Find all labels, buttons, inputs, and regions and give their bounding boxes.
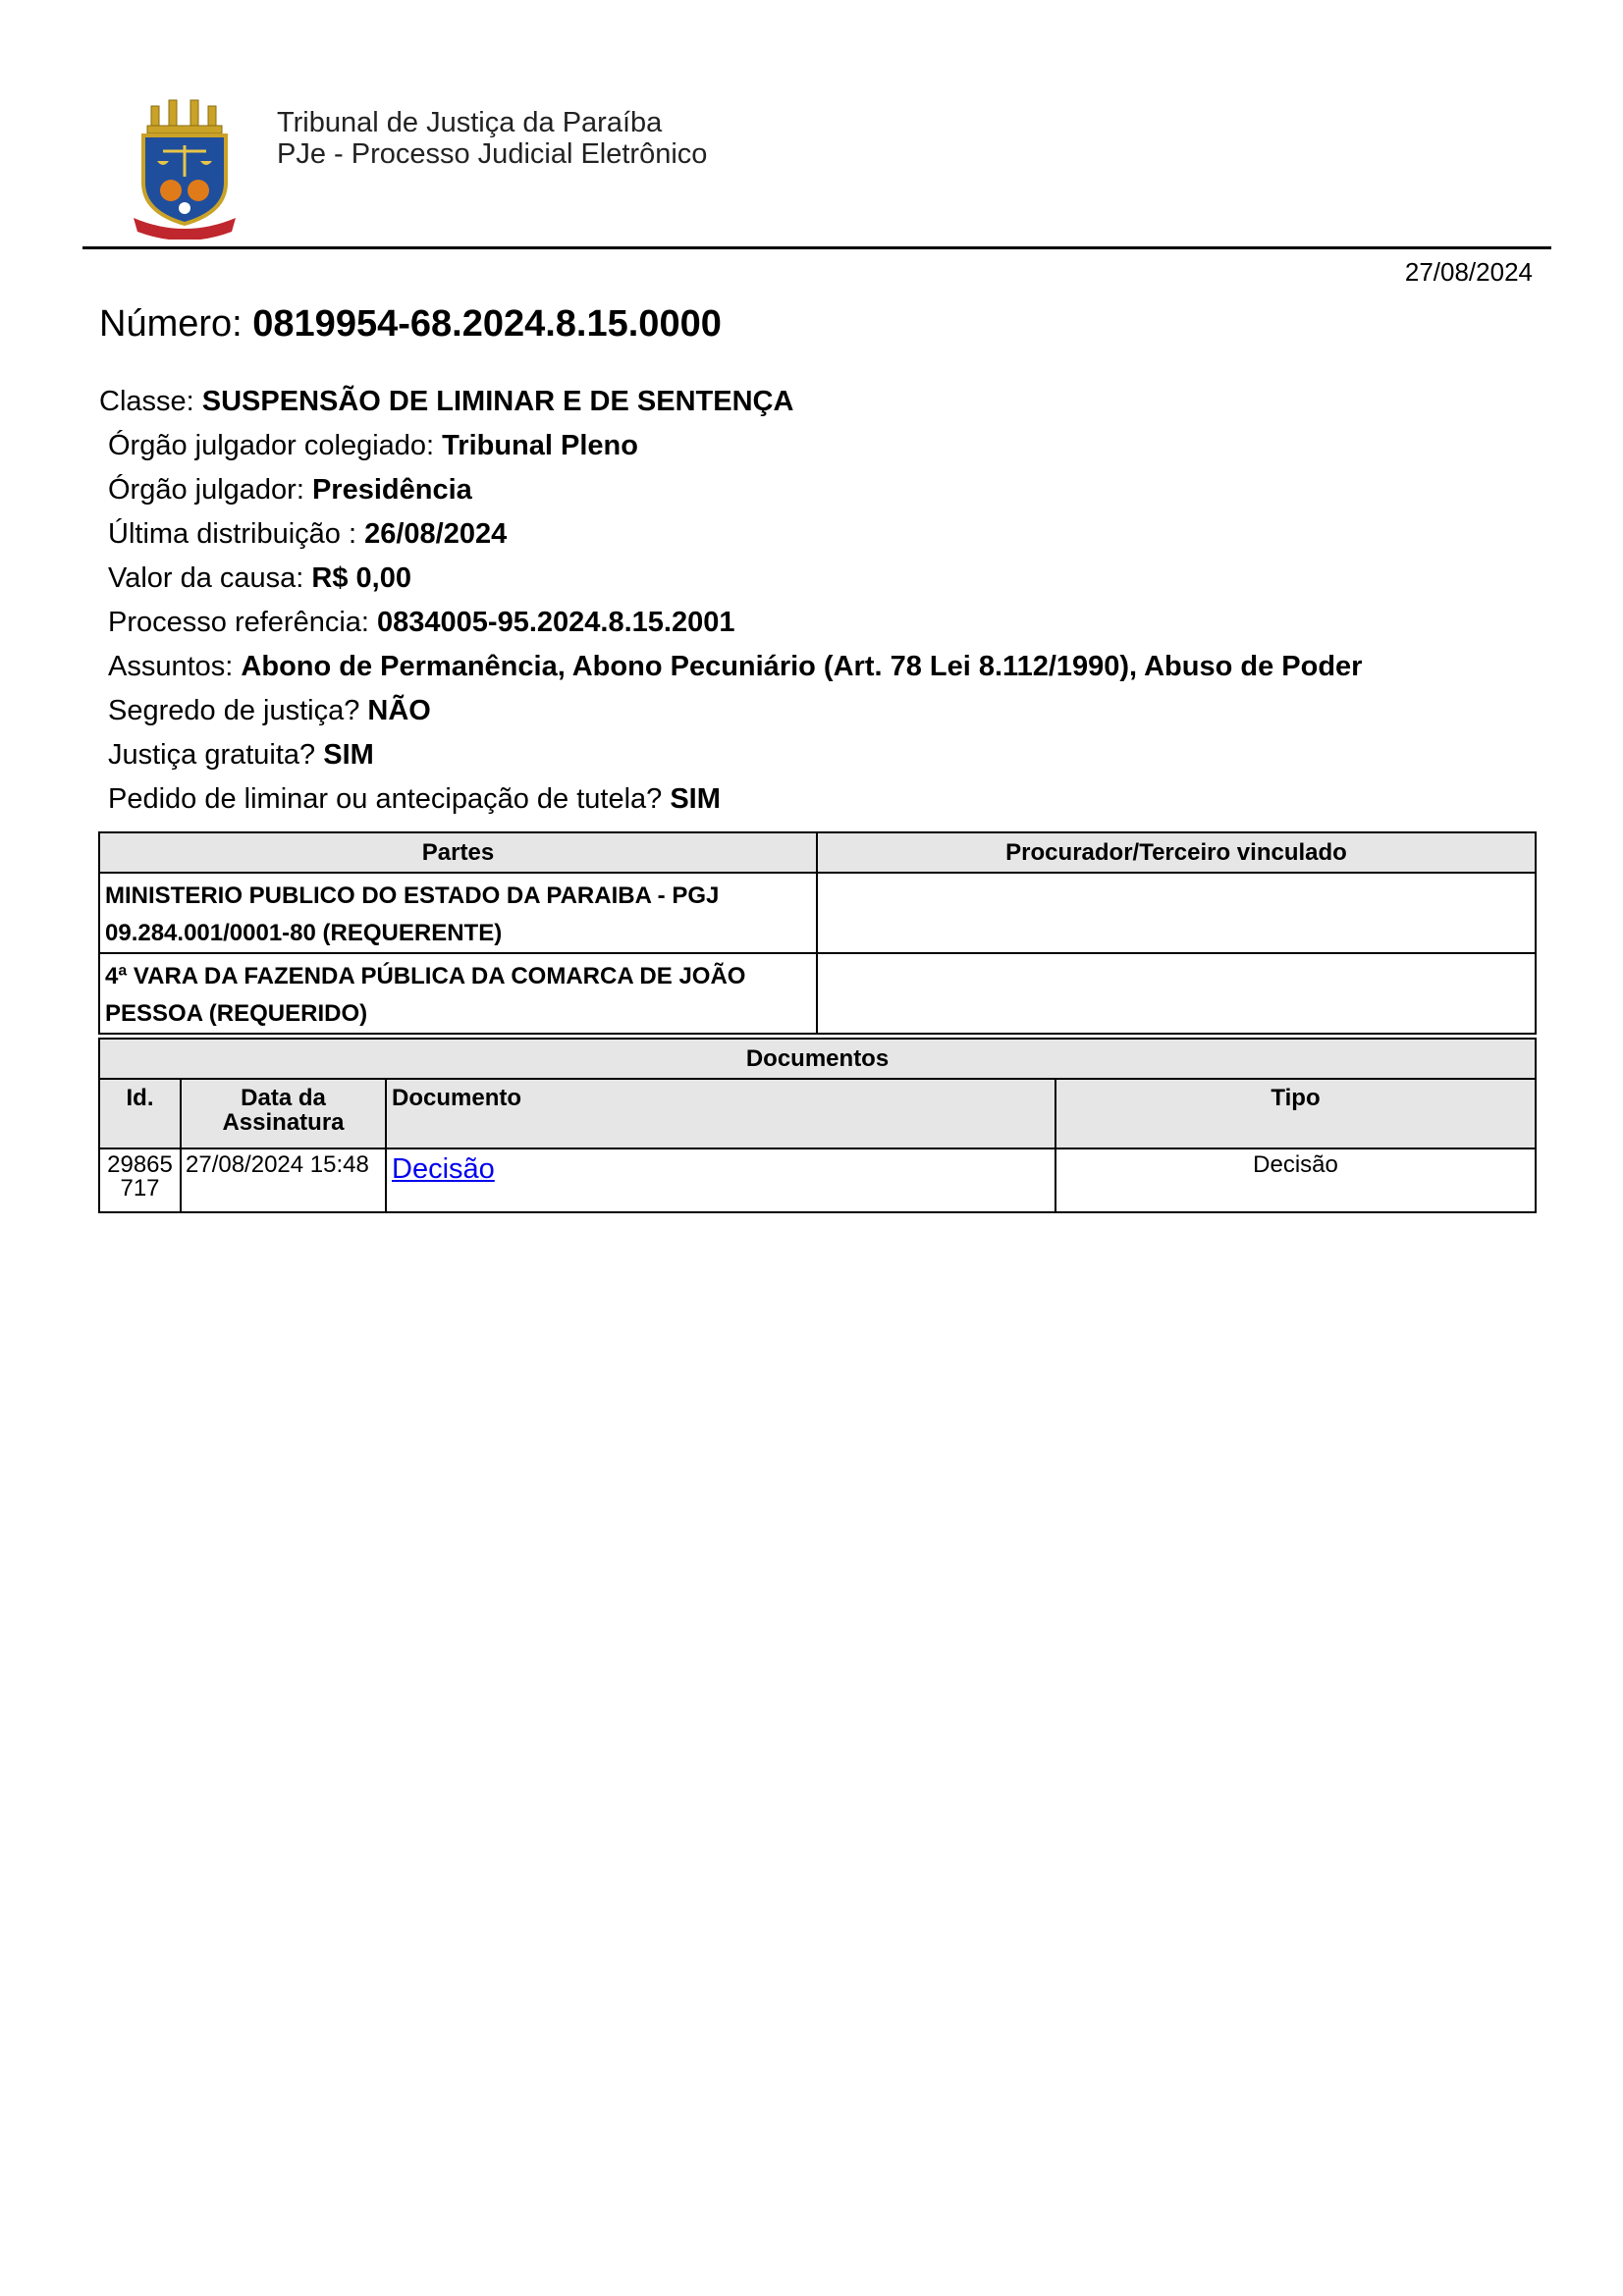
field-value: Tribunal Pleno: [442, 430, 638, 461]
field-justica-gratuita: [108, 738, 374, 772]
header-id: Id.: [99, 1079, 181, 1148]
field-orgao-colegiado: [108, 429, 638, 462]
field-label: Valor da causa:: [108, 562, 312, 594]
table-row: [99, 1148, 1536, 1212]
party-detail: PESSOA (REQUERIDO): [105, 1000, 368, 1027]
process-number: [99, 302, 722, 346]
field-ultima-distribuicao: [108, 517, 507, 551]
header-date-line1: Data da: [241, 1085, 326, 1111]
field-orgao-julgador: [108, 473, 472, 507]
process-number-value: 0819954-68.2024.8.15.0000: [252, 303, 722, 345]
header-data-assinatura: [181, 1079, 386, 1148]
doc-date-cell: 27/08/2024 15:48: [181, 1148, 386, 1212]
field-segredo-justica: [108, 694, 431, 727]
field-value: SIM: [323, 739, 374, 771]
field-label: Assuntos:: [108, 651, 242, 682]
field-value: R$ 0,00: [311, 562, 411, 594]
process-number-label: Número:: [99, 303, 243, 345]
table-row: [99, 953, 1536, 1034]
documents-title: Documentos: [99, 1039, 1536, 1079]
field-classe: [99, 385, 793, 418]
table-row: [99, 873, 1536, 953]
court-coat-of-arms-icon: [130, 96, 240, 240]
field-value: SIM: [670, 783, 721, 815]
field-pedido-liminar: [108, 782, 721, 816]
header-divider: [82, 246, 1551, 249]
field-value: Abono de Permanência, Abono Pecuniário (Art. 78 Lei 8.112/1990), Abuso de Poder: [241, 651, 1363, 682]
parties-header-procurador: Procurador/Terceiro vinculado: [817, 832, 1536, 873]
field-value: Presidência: [311, 474, 472, 506]
procurador-cell: [817, 953, 1536, 1034]
field-label: Última distribuição :: [108, 518, 365, 550]
header-documento: Documento: [386, 1079, 1055, 1148]
field-assuntos: [108, 650, 1362, 683]
field-value: 0834005-95.2024.8.15.2001: [377, 607, 735, 638]
field-label: Justiça gratuita?: [108, 739, 324, 771]
documents-table: [98, 1038, 1537, 1213]
doc-type-cell: Decisão: [1055, 1148, 1536, 1212]
party-cell: [99, 873, 817, 953]
system-name: PJe - Processo Judicial Eletrônico: [277, 138, 708, 170]
header-tipo: Tipo: [1055, 1079, 1536, 1148]
document-link[interactable]: Decisão: [392, 1153, 495, 1185]
field-label: Segredo de justiça?: [108, 695, 368, 726]
documents-title-row: [99, 1039, 1536, 1079]
field-label: Órgão julgador colegiado:: [108, 430, 443, 461]
field-value: SUSPENSÃO DE LIMINAR E DE SENTENÇA: [201, 386, 794, 417]
court-name: Tribunal de Justiça da Paraíba: [277, 107, 663, 138]
header-date-line2: Assinatura: [222, 1109, 345, 1136]
field-processo-referencia: [108, 606, 734, 639]
party-name: 4ª VARA DA FAZENDA PÚBLICA DA COMARCA DE JOÃO: [105, 963, 746, 989]
party-cell: [99, 953, 817, 1034]
document-date: 27/08/2024: [1404, 257, 1533, 287]
doc-id-line1: 29865: [107, 1151, 173, 1178]
field-value: NÃO: [367, 695, 431, 726]
documents-header-row: [99, 1079, 1536, 1148]
procurador-cell: [817, 873, 1536, 953]
parties-header-row: [99, 832, 1536, 873]
field-valor-causa: [108, 561, 411, 595]
doc-id-line2: 717: [120, 1175, 160, 1201]
field-label: Processo referência:: [108, 607, 378, 638]
field-label: Pedido de liminar ou antecipação de tutela?: [108, 783, 671, 815]
doc-id-cell: [99, 1148, 181, 1212]
court-header: [277, 107, 707, 170]
parties-table: [98, 831, 1537, 1035]
parties-header-partes: Partes: [99, 832, 817, 873]
doc-document-cell: [386, 1148, 1055, 1212]
field-label: Classe:: [99, 386, 202, 417]
field-label: Órgão julgador:: [108, 474, 312, 506]
party-name: MINISTERIO PUBLICO DO ESTADO DA PARAIBA - PGJ: [105, 882, 720, 909]
party-detail: 09.284.001/0001-80 (REQUERENTE): [105, 920, 503, 946]
field-value: 26/08/2024: [364, 518, 508, 550]
